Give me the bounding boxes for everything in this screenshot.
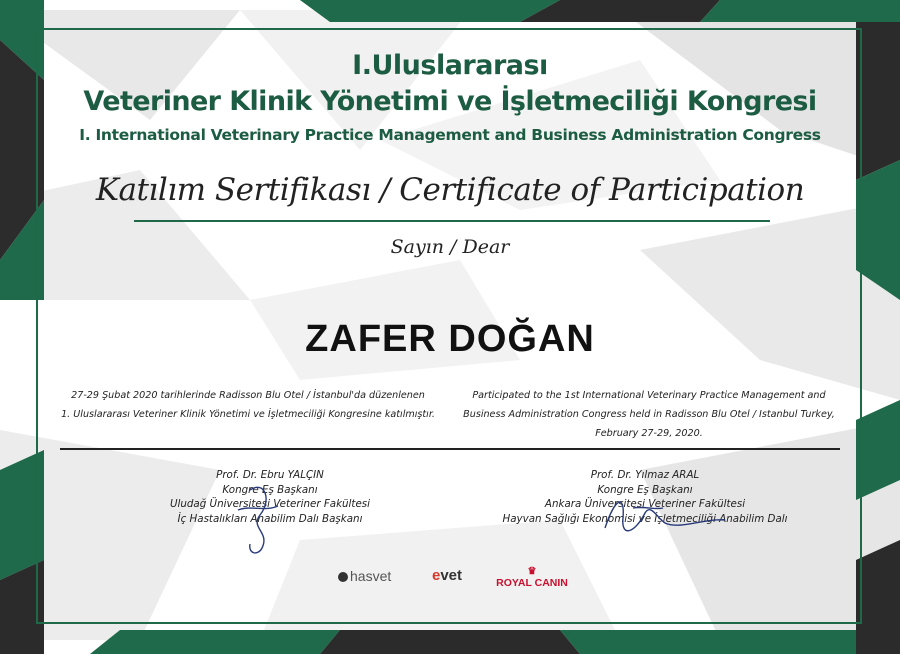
signature-divider xyxy=(60,448,840,450)
body-turkish-line: 27-29 Şubat 2020 tarihlerinde Radisson Blu Otel / İstanbul'da düzenlenen xyxy=(71,390,425,401)
hasvet-logo: hasvet xyxy=(338,568,391,584)
signatory-role: Kongre Eş Başkanı xyxy=(597,483,693,496)
signatory-name: Prof. Dr. Ebru YALÇIN xyxy=(216,469,324,481)
congress-title-line1: I.Uluslararası xyxy=(352,50,548,81)
body-turkish-line: 1. Uluslararası Veteriner Klinik Yönetimi ve İşletmeciliği Kongresine katılmıştır. xyxy=(61,409,435,420)
body-english-line: February 27-29, 2020. xyxy=(595,428,703,439)
salutation: Sayın / Dear xyxy=(390,236,510,258)
royal-canin-logo: ♛ ROYAL CANIN xyxy=(494,566,570,589)
signatory-role: Kongre Eş Başkanı xyxy=(222,483,318,496)
body-turkish xyxy=(58,386,438,424)
handwritten-signature-right xyxy=(585,478,735,548)
body-english xyxy=(455,386,843,443)
signatory-faculty: Ankara Üniversitesi Veteriner Fakültesi xyxy=(544,498,746,510)
signatory-name: Prof. Dr. Yılmaz ARAL xyxy=(590,469,700,481)
handwritten-signature-left xyxy=(220,470,300,560)
heading-divider xyxy=(134,220,770,222)
evet-logo: evet xyxy=(432,567,463,584)
body-english-line: Business Administration Congress held in Radisson Blu Otel / Istanbul Turkey, xyxy=(463,409,835,420)
congress-title-line2: Veteriner Klinik Yönetimi ve İşletmeciliği Kongresi xyxy=(83,86,817,117)
signatory-department: İç Hastalıkları Anabilim Dalı Başkanı xyxy=(177,512,363,525)
sponsor-logos xyxy=(0,566,900,592)
crown-icon: ♛ xyxy=(527,566,537,577)
signatory-department: Hayvan Sağlığı Ekonomisi ve İşletmeciliği Anabilim Dalı xyxy=(502,512,788,525)
recipient-name: ZAFER DOĞAN xyxy=(305,318,595,360)
signatory-faculty: Uludağ Üniversitesi Veteriner Fakültesi xyxy=(169,498,371,510)
certificate-heading: Katılım Sertifikası / Certificate of Participation xyxy=(95,172,805,208)
hasvet-mark-icon xyxy=(338,572,348,582)
congress-title-english: I. International Veterinary Practice Management and Business Administration Congress xyxy=(79,126,821,144)
body-english-line: Participated to the 1st International Veterinary Practice Management and xyxy=(472,390,826,401)
